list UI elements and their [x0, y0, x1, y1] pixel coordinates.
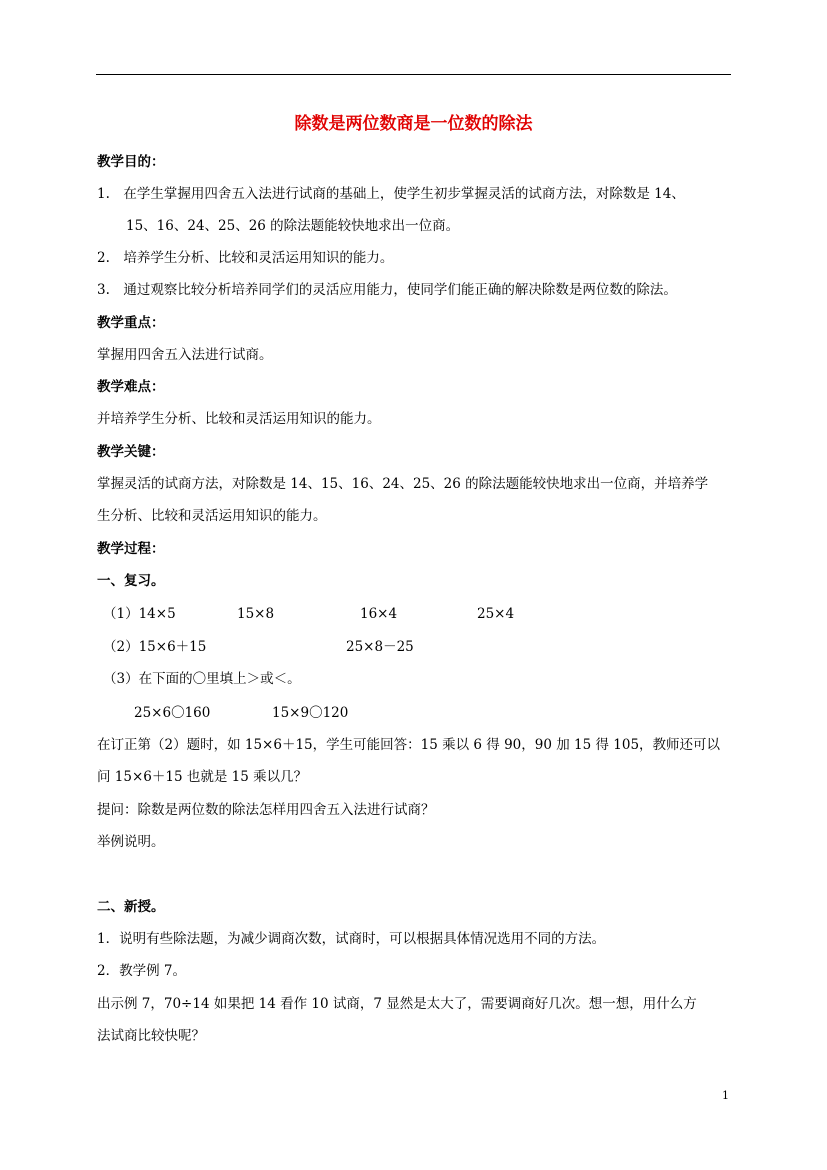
goal-3: 3. 通过观察比较分析培养同学们的灵活应用能力，使同学们能正确的解决除数是两位数的除法。 — [97, 282, 677, 298]
new-item-2: 2．教学例 7。 — [97, 963, 186, 979]
example-text: 举例说明。 — [97, 834, 165, 850]
difficulty-heading: 教学难点： — [97, 379, 165, 395]
question: 提问：除数是两位数的除法怎样用四舍五入法进行试商？ — [97, 802, 435, 818]
key-text: 掌握用四舍五入法进行试商。 — [97, 347, 273, 363]
goal-1-line-2: 15、16、24、25、26 的除法题能较快地求出一位商。 — [126, 218, 460, 234]
new-item-3-line-2: 法试商比较快呢？ — [97, 1028, 205, 1044]
goals-heading: 教学目的： — [97, 154, 165, 170]
header-rule — [96, 74, 731, 75]
new-item-3-line-1: 出示例 7，70÷14 如果把 14 看作 10 试商，7 显然是太大了，需要调商好几次。想一想，用什么方 — [97, 996, 697, 1012]
review-item: （1）14×5 — [103, 606, 176, 622]
goal-2: 2. 培养学生分析、比较和灵活运用知识的能力。 — [97, 250, 394, 266]
review-heading: 一、复习。 — [97, 573, 165, 589]
process-heading: 教学过程： — [97, 541, 165, 557]
goal-1-line-1: 1. 在学生掌握用四舍五入法进行试商的基础上，使学生初步掌握灵活的试商方法，对除数是 14、 — [97, 186, 685, 202]
review-item: 25×4 — [477, 606, 515, 622]
review-item: 16×4 — [360, 606, 398, 622]
note-line-2: 问 15×6＋15 也就是 15 乘以几？ — [97, 769, 308, 785]
difficulty-text: 并培养学生分析、比较和灵活运用知识的能力。 — [97, 411, 381, 427]
crux-line-2: 生分析、比较和灵活运用知识的能力。 — [97, 508, 327, 524]
review-item: 15×9〇120 — [272, 705, 349, 721]
new-heading: 二、新授。 — [97, 899, 165, 915]
crux-line-1: 掌握灵活的试商方法，对除数是 14、15、16、24、25、26 的除法题能较快地求出一位商，并培养学 — [97, 476, 709, 492]
key-heading: 教学重点： — [97, 315, 165, 331]
review-item: 15×8 — [237, 606, 275, 622]
review-item: （2）15×6＋15 — [103, 639, 207, 655]
page-number: 1 — [722, 1089, 729, 1102]
note-line-1: 在订正第（2）题时，如 15×6＋15，学生可能回答：15 乘以 6 得 90，90 加 15 得 105，教师还可以 — [97, 737, 721, 753]
review-item: 25×8－25 — [346, 639, 414, 655]
new-item-1: 1．说明有些除法题，为减少调商次数，试商时，可以根据具体情况选用不同的方法。 — [97, 931, 606, 947]
review-item: （3）在下面的〇里填上＞或＜。 — [103, 671, 301, 687]
page-title: 除数是两位数商是一位数的除法 — [294, 114, 533, 134]
crux-heading: 教学关键： — [97, 444, 165, 460]
review-item: 25×6〇160 — [134, 705, 211, 721]
